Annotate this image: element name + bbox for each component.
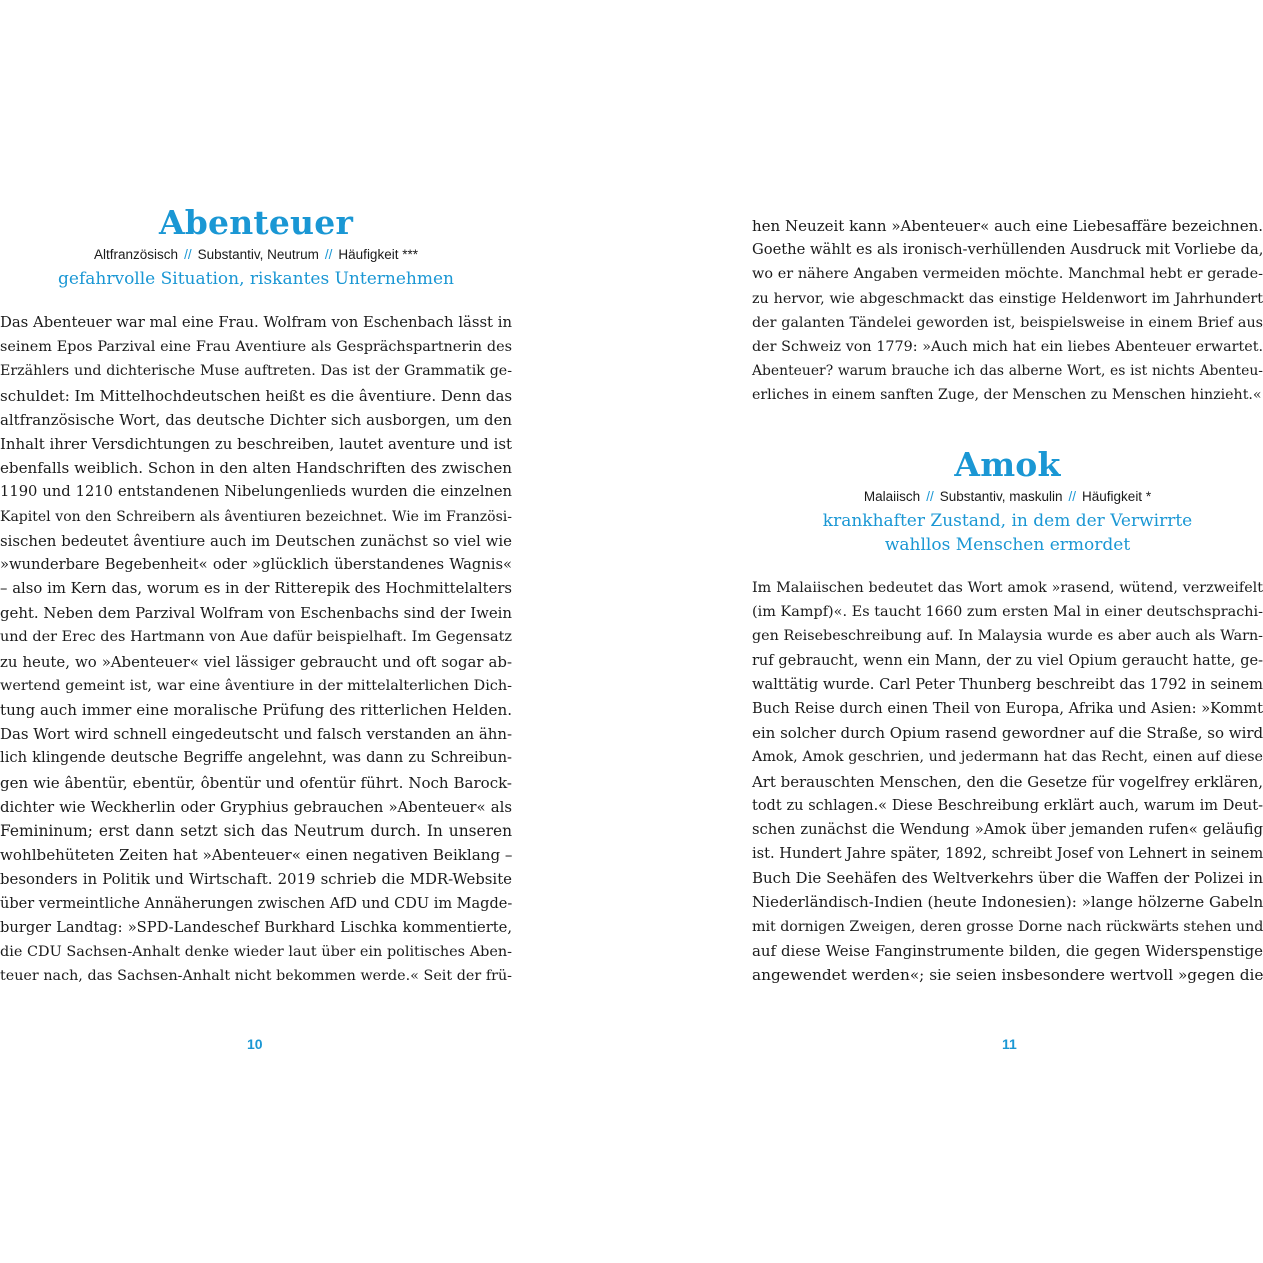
frequency-label: Häufigkeit * [1082, 489, 1152, 504]
word-class-label: Substantiv, Neutrum [197, 247, 319, 262]
origin-label: Malaiisch [863, 489, 921, 504]
entry-amok-header [752, 445, 1263, 557]
text-line: Kapitel von den Schreibern als âventiuren bezeichnet. Wie im Französi- [0, 508, 512, 525]
text-line: zu heute, wo »Abenteuer« viel lässiger gebraucht und oft sogar ab- [0, 652, 512, 671]
text-line: Das Wort wird schnell eingedeutscht und falsch verstanden an ähn- [0, 725, 512, 744]
definition-amok-line-1: krankhafter Zustand, in dem der Verwirrte [822, 511, 1193, 531]
entry-body-amok [752, 576, 1263, 987]
text-line: mit dornigen Zweigen, deren grosse Dorne nach rückwärts stehen und [752, 918, 1263, 935]
text-line: erliches in einem sanften Zuge, der Menschen zu Menschen hinzieht.« [752, 387, 1262, 404]
text-line: – also im Kern das, worum es in der Ritterepik des Hochmittelalters [0, 580, 512, 598]
headword-amok: Amok [954, 445, 1061, 484]
meta-separator: // [324, 247, 333, 262]
entry-abenteuer-header [0, 203, 512, 291]
text-line: Goethe wählt es als ironisch-verhüllenden Ausdruck mit Vorliebe da, [752, 241, 1263, 259]
text-line: gen Reisebeschreibung auf. In Malaysia wurde es aber auch als Warn- [752, 628, 1263, 645]
text-line: und der Erec des Hartmann von Aue dafür beispielhaft. Im Gegensatz [0, 629, 512, 646]
text-line: schuldet: Im Mittelhochdeutschen heißt es die âventiure. Denn das [0, 386, 513, 405]
text-line: ruf gebraucht, wenn ein Mann, der zu viel Opium geraucht hatte, ge- [752, 652, 1263, 669]
continued-text-abenteuer [752, 214, 1263, 408]
text-line: der Schweiz von 1779: »Auch mich hat ein liebes Abenteuer erwartet. [752, 338, 1263, 355]
text-line: schen zunächst die Wendung »Amok über jemanden rufen« geläufig [752, 820, 1263, 838]
definition-amok-line-2: wahllos Menschen ermordet [884, 535, 1131, 555]
text-line: hen Neuzeit kann »Abenteuer« auch eine Liebesaffäre bezeichnen. [752, 217, 1263, 235]
entry-meta-amok [752, 485, 1263, 509]
meta-separator: // [926, 489, 934, 504]
text-line: teuer nach, das Sachsen-Anhalt nicht bekommen werde.« Seit der frü- [0, 968, 512, 985]
word-class-label: Substantiv, maskulin [939, 489, 1063, 504]
text-line: auf diese Weise Fanginstrumente bilden, die gegen Widerspenstige [752, 941, 1263, 960]
text-line: walttätig wurde. Carl Peter Thunberg beschreibt das 1792 in seinem [752, 675, 1263, 693]
text-line: wo er nähere Angaben vermeiden möchte. Manchmal hebt er gerade- [752, 266, 1263, 283]
text-line: Art berauschten Menschen, den die Gesetze für vogelfrey erklären, [752, 772, 1263, 791]
text-line: wertend gemeint ist, war eine âventiure in der mittelalterlichen Dich- [0, 677, 512, 694]
text-line: lich klingende deutsche Begriffe angelehnt, was dann zu Schreibun- [0, 749, 512, 767]
text-line: Niederländisch-Indien (heute Indonesien): »lange hölzerne Gabeln [752, 893, 1263, 912]
meta-separator: // [184, 247, 192, 262]
text-line: Das Abenteuer war mal eine Frau. Wolfram von Eschenbach lässt in [0, 314, 512, 331]
text-line: Amok, Amok geschrien, und jedermann hat das Recht, einen auf diese [752, 749, 1263, 766]
entry-meta-abenteuer [0, 243, 512, 267]
text-line: »wunderbare Begebenheit« oder »glücklich überstandenes Wagnis« [0, 555, 512, 573]
text-line: 1190 und 1210 entstandenen Nibelungenlieds wurden die einzelnen [0, 483, 512, 501]
text-line: die CDU Sachsen-Anhalt denke wieder laut über ein politisches Aben- [0, 943, 512, 960]
meta-separator: // [1068, 489, 1077, 504]
right-page [752, 0, 1263, 1263]
text-line: burger Landtag: »SPD-Landeschef Burkhard Lischka kommentierte, [0, 918, 512, 936]
text-line: zu hervor, wie abgeschmackt das einstige Heldenwort im Jahrhundert [752, 290, 1263, 307]
text-line: geht. Neben dem Parzival Wolfram von Eschenbachs sind der Iwein [0, 604, 512, 623]
text-line: besonders in Politik und Wirtschaft. 2019 schrieb die MDR-Website [0, 870, 512, 889]
text-line: altfranzösische Wort, das deutsche Dichter sich ausborgen, um den [0, 410, 512, 429]
text-line: Buch Reise durch einen Theil von Europa, Afrika und Asien: »Kommt [752, 699, 1263, 717]
definition-abenteuer: gefahrvolle Situation, riskantes Unternehmen [58, 269, 454, 289]
text-line: Buch Die Seehäfen des Weltverkehrs über die Waffen der Polizei in [752, 869, 1263, 888]
text-line: Inhalt ihrer Versdichtungen zu beschreiben, lautet aventure und ist [0, 434, 512, 453]
text-line: (im Kampf)«. Es taucht 1660 zum ersten Mal in einer deutschsprachi- [752, 604, 1263, 621]
origin-label: Altfranzösisch [94, 247, 179, 262]
text-line: seinem Epos Parzival eine Frau Aventiure als Gesprächspartnerin des [0, 339, 512, 356]
entry-body-abenteuer [0, 311, 512, 988]
text-line: Femininum; erst dann setzt sich das Neutrum durch. In unseren [0, 821, 512, 840]
text-line: dichter wie Weckherlin oder Gryphius gebrauchen »Abenteuer« als [0, 797, 512, 816]
text-line: angewendet werden«; sie seien insbesondere wertvoll »gegen die [752, 966, 1263, 984]
text-line: todt zu schlagen.« Diese Beschreibung erklärt auch, warum im Deut- [752, 797, 1263, 814]
text-line: wohlbehüteten Zeiten hat »Abenteuer« einen negativen Beiklang – [0, 846, 513, 865]
text-line: ein solcher durch Opium rasend gewordner auf die Straße, so wird [752, 724, 1263, 743]
text-line: ebenfalls weiblich. Schon in den alten Handschriften des zwischen [0, 459, 512, 478]
headword-abenteuer: Abenteuer [158, 203, 354, 242]
text-line: Erzählers und dichterische Muse auftreten. Das ist der Grammatik ge- [0, 363, 512, 380]
text-line: gen wie âbentür, ebentür, ôbentür und ofentür führt. Noch Barock- [0, 773, 512, 792]
text-line: ist. Hundert Jahre später, 1892, schreibt Josef von Lehnert in seinem [752, 845, 1263, 863]
text-line: sischen bedeutet âventiure auch im Deutschen zunächst so viel wie [0, 531, 512, 550]
page-number-right: 11 [1002, 1036, 1017, 1052]
text-line: Abenteuer? warum brauche ich das alberne Wort, es ist nichts Abenteu- [752, 363, 1263, 380]
text-line: Im Malaiischen bedeutet das Wort amok »rasend, wütend, verzweifelt [752, 580, 1263, 596]
text-line: über vermeintliche Annäherungen zwischen AfD und CDU im Magde- [0, 895, 513, 912]
text-line: der galanten Tändelei geworden ist, beispielsweise in einem Brief aus [752, 314, 1263, 331]
left-page [0, 0, 512, 1263]
frequency-label: Häufigkeit *** [338, 247, 418, 262]
page-number-left: 10 [247, 1036, 263, 1052]
text-line: tung auch immer eine moralische Prüfung des ritterlichen Helden. [0, 701, 512, 719]
